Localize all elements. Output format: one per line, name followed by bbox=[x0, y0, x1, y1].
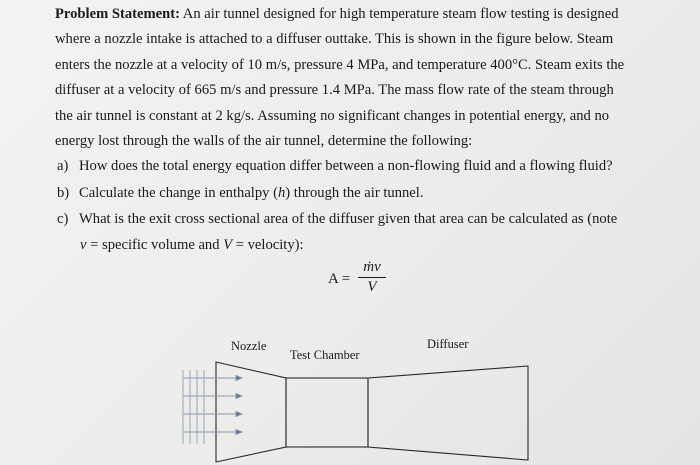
problem-heading: Problem Statement: bbox=[55, 6, 180, 22]
question-b-var: h bbox=[277, 185, 286, 201]
test-chamber-shape bbox=[286, 378, 368, 447]
question-c-cont-1: = specific volume and bbox=[86, 237, 224, 253]
nozzle-shape bbox=[216, 362, 286, 462]
var-v-small: v bbox=[80, 237, 87, 253]
problem-line-3: enters the nozzle at a velocity of 10 m/s, pressure 4 MPa, and temperature 400°C. Steam exits the bbox=[55, 56, 625, 73]
inflow-ticks bbox=[183, 370, 204, 444]
question-b-pre: Calculate the change in enthalpy ( bbox=[79, 185, 278, 201]
question-a-text: How does the total energy equation differ between a non-flowing fluid and a flowing fluid? bbox=[79, 158, 613, 174]
diffuser-shape bbox=[368, 366, 528, 460]
question-b-post: ) through the air tunnel. bbox=[285, 185, 424, 201]
problem-line-6: energy lost through the walls of the air tunnel, determine the following: bbox=[55, 133, 473, 150]
diffuser-label: Diffuser bbox=[427, 337, 469, 351]
problem-line-2: where a nozzle intake is attached to a diffuser outtake. This is shown in the figure below. Steam bbox=[55, 31, 614, 48]
question-c-text: What is the exit cross sectional area of the diffuser given that area can be calculated as (note bbox=[79, 211, 618, 227]
problem-line-1: An air tunnel designed for high temperature steam flow testing is designed bbox=[179, 6, 619, 22]
question-a-label: a) bbox=[57, 158, 69, 174]
test-chamber-label: Test Chamber bbox=[290, 348, 360, 362]
question-c-label: c) bbox=[57, 211, 69, 227]
problem-line-4: diffuser at a velocity of 665 m/s and pressure 1.4 MPa. The mass flow rate of the steam through bbox=[55, 82, 614, 99]
question-c-cont-2: = velocity): bbox=[232, 237, 304, 253]
nozzle-label: Nozzle bbox=[231, 339, 267, 353]
formula-numerator: ṁv bbox=[358, 259, 386, 278]
var-V-big: V bbox=[223, 237, 233, 253]
inflow-arrows bbox=[183, 376, 242, 435]
formula-denominator: V bbox=[367, 279, 377, 295]
question-b-label: b) bbox=[57, 185, 70, 201]
formula-lhs: A = bbox=[328, 271, 351, 287]
problem-line-5: the air tunnel is constant at 2 kg/s. Assuming no significant changes in potential energy, and no bbox=[55, 107, 610, 124]
